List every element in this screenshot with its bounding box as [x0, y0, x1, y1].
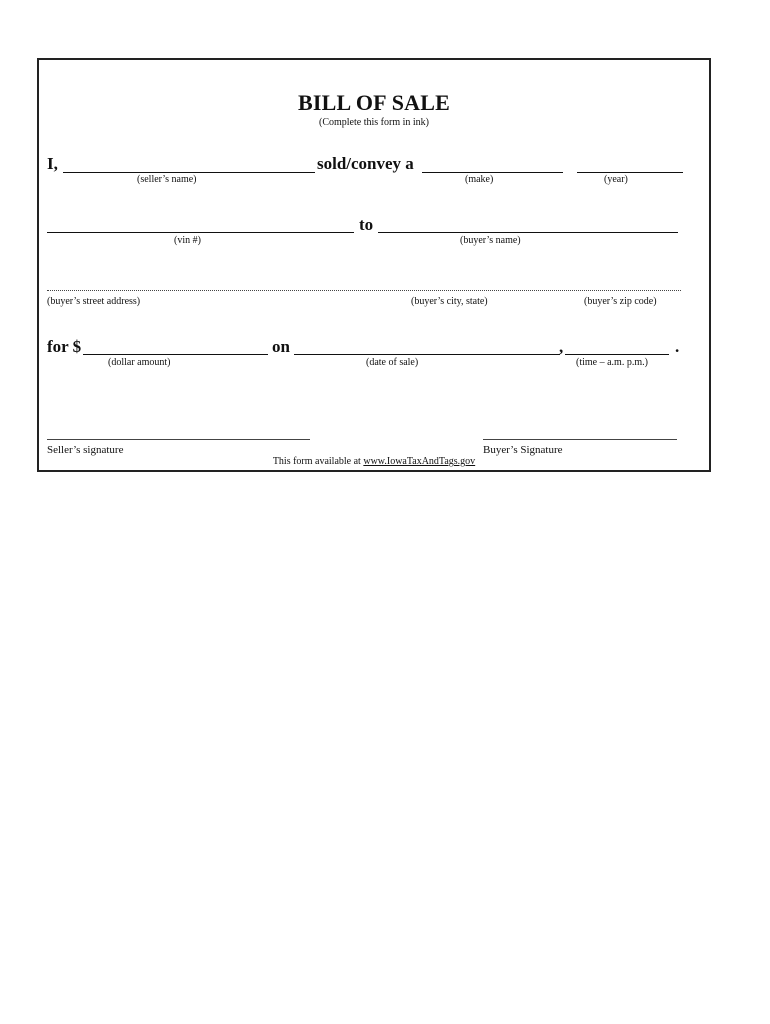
date-of-sale-line[interactable]: [294, 354, 560, 355]
caption-time: (time – a.m. p.m.): [576, 357, 648, 368]
caption-vin: (vin #): [174, 235, 201, 246]
dollar-amount-line[interactable]: [83, 354, 268, 355]
form-footer: [39, 456, 709, 467]
footer-link[interactable]: www.IowaTaxAndTags.gov: [363, 456, 476, 467]
row4-period: .: [675, 337, 680, 356]
seller-signature-label: Seller’s signature: [47, 444, 124, 456]
caption-dollar-amount: (dollar amount): [108, 357, 171, 368]
row2-to: to: [359, 215, 374, 234]
caption-buyer-name: (buyer’s name): [460, 235, 521, 246]
row4-comma: ,: [559, 337, 564, 356]
footer-text: This form available at: [272, 456, 364, 467]
caption-zip-code: (buyer’s zip code): [584, 296, 657, 307]
form-title: BILL OF SALE: [298, 90, 450, 115]
vin-line[interactable]: [47, 232, 354, 233]
bill-of-sale-form: [37, 58, 711, 472]
row1-prefix: I,: [47, 154, 58, 173]
row4-for-dollar: for $: [47, 337, 82, 356]
make-line[interactable]: [422, 172, 563, 173]
caption-make: (make): [465, 174, 494, 185]
form-subtitle: (Complete this form in ink): [319, 117, 429, 128]
row4-on: on: [272, 337, 290, 356]
caption-year: (year): [604, 174, 628, 185]
buyer-signature-line[interactable]: [483, 439, 677, 440]
year-line[interactable]: [577, 172, 683, 173]
caption-seller-name: (seller’s name): [137, 174, 197, 185]
caption-date-of-sale: (date of sale): [366, 357, 419, 368]
time-line[interactable]: [565, 354, 669, 355]
row1-sold-convey: sold/convey a: [317, 154, 414, 173]
buyer-signature-label: Buyer’s Signature: [483, 444, 563, 456]
caption-street-address: (buyer’s street address): [47, 296, 141, 307]
buyer-address-line[interactable]: [47, 290, 681, 291]
caption-city-state: (buyer’s city, state): [411, 296, 488, 307]
seller-signature-line[interactable]: [47, 439, 310, 440]
buyer-name-line[interactable]: [378, 232, 678, 233]
seller-name-line[interactable]: [63, 172, 315, 173]
